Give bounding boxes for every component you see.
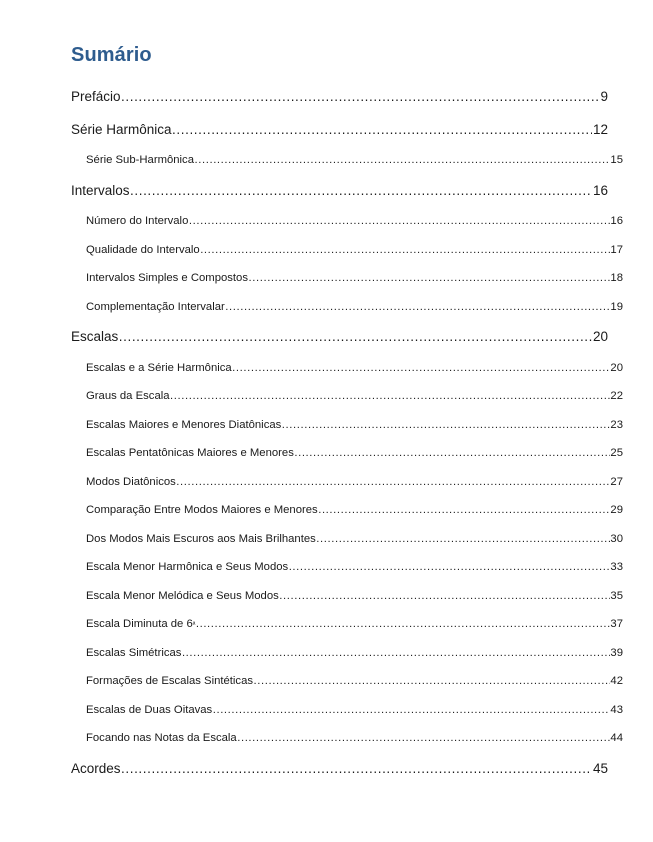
toc-dot-leader xyxy=(254,675,610,687)
toc-entry[interactable] xyxy=(71,272,623,284)
toc-entry-page-number: 9 xyxy=(600,89,608,104)
toc-entry[interactable] xyxy=(71,215,623,227)
toc-entry-label: Escalas Simétricas xyxy=(86,646,182,659)
toc-entry-label: Complementação Intervalar xyxy=(86,300,225,313)
toc-entry-page-number: 16 xyxy=(592,182,608,198)
toc-entry-label: Comparação Entre Modos Maiores e Menores xyxy=(86,504,318,516)
toc-dot-leader xyxy=(289,561,610,573)
toc-entry-page-number: 45 xyxy=(592,760,608,776)
toc-dot-leader xyxy=(237,732,610,744)
toc-entry[interactable] xyxy=(71,183,608,198)
toc-entry-page-number: 33 xyxy=(610,561,623,573)
toc-entry-page-number: 27 xyxy=(610,475,623,488)
toc-entry[interactable] xyxy=(71,447,623,459)
toc-entry-label: Escalas de Duas Oitavas xyxy=(86,703,213,716)
toc-entry-label: Intervalos Simples e Compostos xyxy=(86,272,248,284)
toc-dot-leader xyxy=(249,272,610,284)
toc-entry[interactable] xyxy=(71,329,608,344)
toc-dot-leader xyxy=(119,329,593,344)
toc-entry[interactable] xyxy=(71,301,623,313)
toc-entry-page-number: 44 xyxy=(610,732,623,744)
toc-dot-leader xyxy=(121,89,600,104)
toc-entry-page-number: 35 xyxy=(610,589,623,602)
toc-entry-list xyxy=(71,89,623,776)
toc-dot-leader xyxy=(189,215,610,227)
toc-entry-label: Acordes xyxy=(71,760,121,776)
toc-entry-label: Escala Menor Melódica e Seus Modos xyxy=(86,589,279,602)
toc-entry[interactable]: Escala Diminuta de 6 ª ..... 37 xyxy=(71,618,623,630)
toc-entry-page-number: 12 xyxy=(592,121,608,137)
toc-entry-page-number: 20 xyxy=(610,361,623,374)
toc-entry-page-number: 39 xyxy=(610,646,623,659)
toc-dot-leader xyxy=(294,447,610,459)
toc-entry-page-number: 22 xyxy=(610,390,623,402)
page-title: Sumário xyxy=(71,44,152,66)
toc-entry[interactable] xyxy=(71,89,608,104)
toc-entry-page-number: 25 xyxy=(610,447,623,459)
toc-entry-page-number: 29 xyxy=(610,504,623,516)
toc-entry[interactable] xyxy=(71,122,608,137)
toc-dot-leader xyxy=(130,183,592,198)
toc-dot-leader xyxy=(282,419,610,431)
toc-entry[interactable] xyxy=(71,590,623,602)
toc-entry[interactable] xyxy=(71,154,623,166)
toc-entry-label: Escala Menor Harmônica e Seus Modos xyxy=(86,561,289,573)
toc-entry-label: Modos Diatônicos xyxy=(86,475,176,488)
toc-dot-leader xyxy=(200,244,610,256)
toc-entry[interactable] xyxy=(71,476,623,488)
toc-entry[interactable] xyxy=(71,647,623,659)
toc-entry-page-number: 18 xyxy=(610,272,623,284)
toc-entry-label: Qualidade do Intervalo xyxy=(86,243,200,256)
toc-entry-label: Formações de Escalas Sintéticas xyxy=(86,675,254,687)
toc-entry-page-number: 16 xyxy=(610,215,623,227)
toc-entry-label: Escala Diminuta de 6 xyxy=(86,618,193,630)
toc-dot-leader xyxy=(196,618,610,630)
toc-entry[interactable] xyxy=(71,761,608,776)
toc-entry[interactable] xyxy=(71,704,623,716)
toc-entry[interactable] xyxy=(71,362,623,374)
toc-entry-label: Prefácio xyxy=(71,89,121,104)
toc-entry-label: Escalas Pentatônicas Maiores e Menores xyxy=(86,447,294,459)
toc-dot-leader xyxy=(316,533,610,545)
toc-dot-leader xyxy=(176,476,610,488)
toc-entry-page-number: 15 xyxy=(610,154,623,166)
toc-dot-leader xyxy=(195,154,610,166)
toc-entry-label: Graus da Escala xyxy=(86,390,170,402)
toc-entry-page-number: 20 xyxy=(592,329,608,344)
toc-entry-label: Série Harmônica xyxy=(71,121,172,137)
toc-dot-leader xyxy=(213,704,610,716)
table-of-contents xyxy=(71,44,623,793)
toc-entry-label: Escalas e a Série Harmônica xyxy=(86,361,232,374)
toc-entry[interactable] xyxy=(71,244,623,256)
toc-entry-label: Dos Modos Mais Escuros aos Mais Brilhantes xyxy=(86,532,316,545)
toc-entry-page-number: 37 xyxy=(610,618,623,630)
toc-dot-leader xyxy=(318,504,610,516)
toc-dot-leader xyxy=(121,761,592,776)
toc-entry-page-number: 43 xyxy=(610,703,623,716)
toc-entry-label: Intervalos xyxy=(71,182,130,198)
toc-entry-label: Número do Intervalo xyxy=(86,215,189,227)
toc-entry-label: Focando nas Notas da Escala xyxy=(86,732,237,744)
toc-entry[interactable] xyxy=(71,504,623,516)
toc-dot-leader xyxy=(170,390,610,402)
toc-entry[interactable] xyxy=(71,419,623,431)
toc-entry-label: Escalas xyxy=(71,329,119,344)
toc-entry[interactable] xyxy=(71,675,623,687)
toc-dot-leader xyxy=(182,647,610,659)
toc-entry-page-number: 19 xyxy=(610,300,623,313)
toc-entry-page-number: 17 xyxy=(610,243,623,256)
toc-dot-leader xyxy=(279,590,610,602)
toc-entry[interactable] xyxy=(71,732,623,744)
toc-dot-leader xyxy=(232,362,610,374)
toc-dot-leader xyxy=(225,301,610,313)
toc-entry-page-number: 42 xyxy=(610,675,623,687)
toc-entry-label: Escalas Maiores e Menores Diatônicas xyxy=(86,418,282,431)
toc-entry[interactable] xyxy=(71,561,623,573)
toc-dot-leader xyxy=(172,122,592,137)
toc-entry-page-number: 30 xyxy=(610,532,623,545)
toc-entry-label: Série Sub-Harmônica xyxy=(86,154,194,166)
toc-entry[interactable] xyxy=(71,533,623,545)
toc-entry[interactable] xyxy=(71,390,623,402)
toc-entry-page-number: 23 xyxy=(610,418,623,431)
